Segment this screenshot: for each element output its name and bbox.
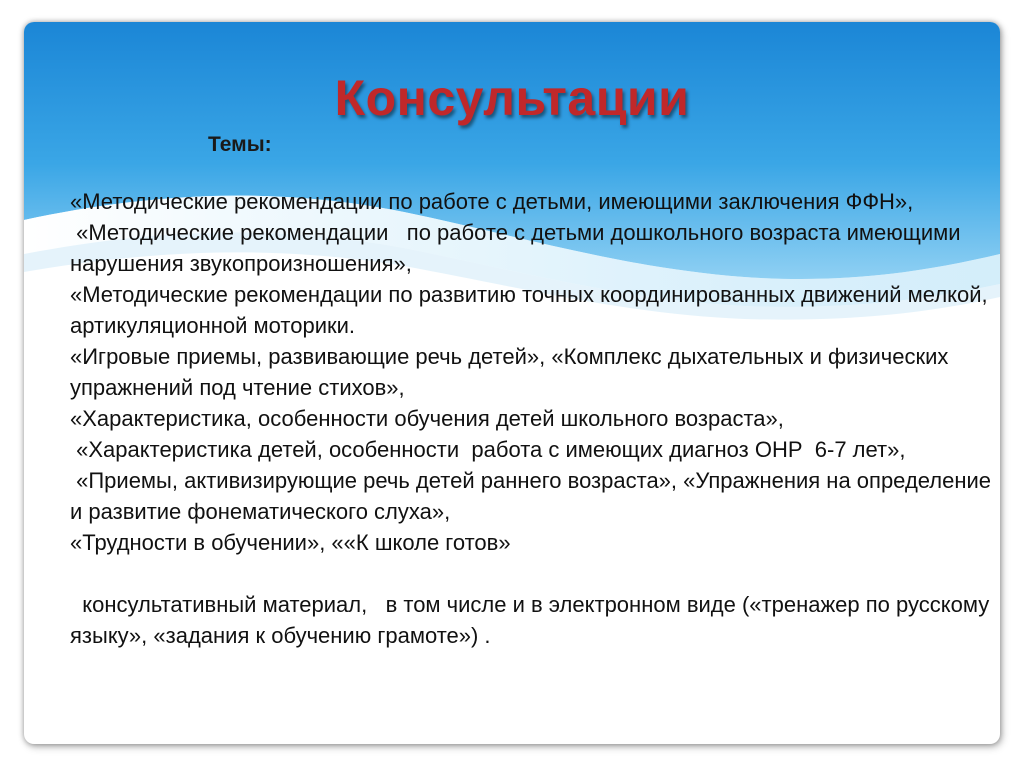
topic-item: «Методические рекомендации по работе с детьми, имеющими заключения ФФН», — [70, 189, 914, 214]
topic-item: «Характеристика, особенности обучения детей школьного возраста», — [70, 406, 784, 431]
topic-item: «Приемы, активизирующие речь детей раннего возраста», «Упражнения на определение и развитие фонематического слуха», — [70, 468, 998, 524]
slide-title: Консультации — [334, 70, 690, 126]
slide-panel — [24, 22, 1000, 744]
topic-item: «Методические рекомендации по работе с детьми дошкольного возраста имеющими нарушения звукопроизношения», — [70, 220, 967, 276]
paragraph-spacer — [70, 558, 1000, 589]
topic-item: «Трудности в обучении», ««К школе готов» — [70, 530, 511, 555]
topics-list — [70, 186, 1000, 651]
topic-item: «Игровые приемы, развивающие речь детей», «Комплекс дыхательных и физических упражнений под чтение стихов», — [70, 344, 955, 400]
topic-item: «Методические рекомендации по развитию точных координированных движений мелкой, артикуляционной моторики. — [70, 282, 994, 338]
topics-heading: Темы: — [208, 133, 272, 156]
consultation-note: консультативный материал, в том числе и в электронном виде («тренажер по русскому языку», «задания к обучению грамоте») . — [70, 592, 996, 648]
topic-item: «Характеристика детей, особенности работа с имеющих диагноз ОНР 6-7 лет», — [70, 437, 906, 462]
